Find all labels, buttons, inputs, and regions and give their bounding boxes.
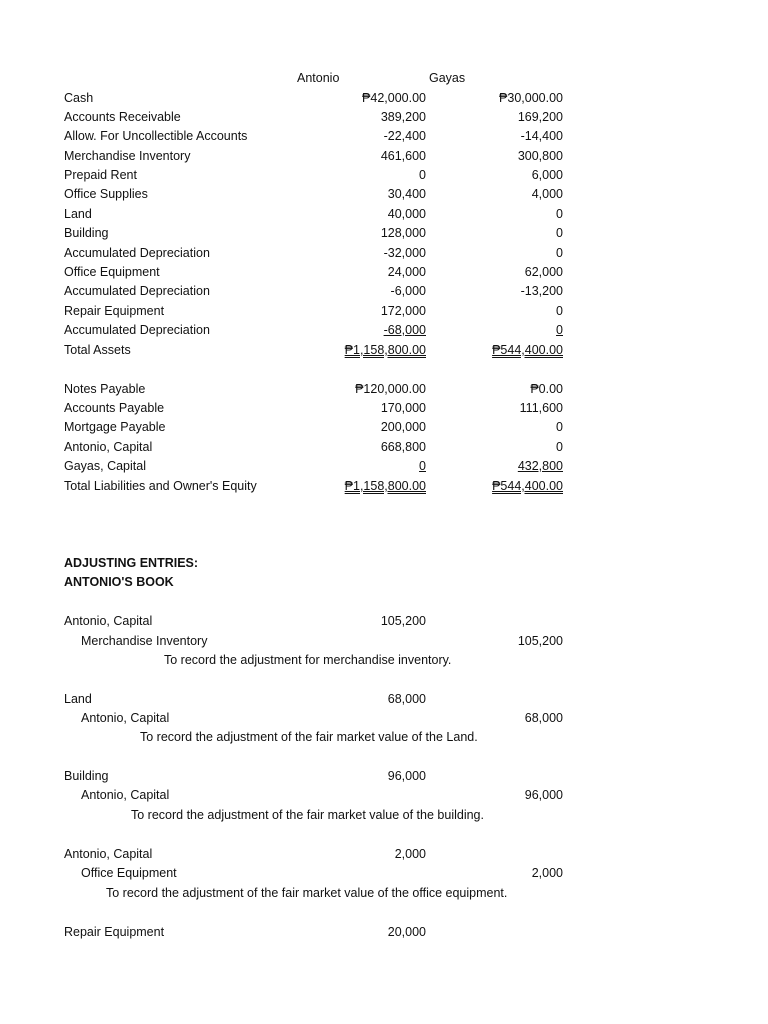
asset-row-prepaid-rent: [0, 166, 768, 185]
gayas-value: 4,000: [531, 187, 563, 201]
gayas-value: ₱30,000.00: [499, 91, 563, 105]
debit-account: Antonio, Capital: [64, 614, 153, 628]
antonio-value: 200,000: [380, 420, 426, 434]
entry-note: To record the adjustment of the fair market value of the building.: [131, 808, 484, 822]
liability-row-notes-payable: [0, 380, 768, 399]
debit-amount: 20,000: [387, 925, 426, 939]
antonio-value: 24,000: [387, 265, 426, 279]
gayas-value: 0: [556, 304, 563, 318]
credit-amount: 105,200: [517, 634, 563, 648]
entry-note: To record the adjustment of the fair market value of the Land.: [140, 730, 478, 744]
debit-line: [0, 612, 768, 631]
gayas-value: ₱0.00: [530, 382, 563, 396]
liability-row-mortgage-payable: [0, 418, 768, 437]
antonio-value: -22,400: [383, 129, 426, 143]
row-label: Office Equipment: [64, 265, 160, 279]
gayas-value: -13,200: [520, 284, 563, 298]
asset-row-land: [0, 205, 768, 224]
debit-account: Land: [64, 692, 92, 706]
asset-row-building: [0, 224, 768, 243]
gayas-value: 0: [556, 440, 563, 454]
debit-line: [0, 923, 768, 942]
antonio-total: ₱1,158,800.00: [344, 479, 426, 493]
credit-account: Office Equipment: [81, 866, 177, 880]
asset-row-office-supplies: [0, 185, 768, 204]
row-label: Antonio, Capital: [64, 440, 153, 454]
liability-row-total: [0, 477, 768, 496]
row-label: Allow. For Uncollectible Accounts: [64, 129, 248, 143]
asset-row-accum-dep-office: [0, 282, 768, 301]
entry-note: To record the adjustment for merchandise inventory.: [164, 653, 452, 667]
debit-account: Antonio, Capital: [64, 847, 153, 861]
antonio-total: ₱1,158,800.00: [344, 343, 426, 357]
row-label: Gayas, Capital: [64, 459, 146, 473]
row-label: Cash: [64, 91, 94, 105]
row-label: Office Supplies: [64, 187, 148, 201]
row-label: Building: [64, 226, 109, 240]
credit-line: [0, 632, 768, 651]
gayas-value: 0: [556, 226, 563, 240]
credit-account: Antonio, Capital: [81, 711, 170, 725]
debit-line: [0, 690, 768, 709]
gayas-value: 62,000: [524, 265, 563, 279]
antonio-value: 30,400: [387, 187, 426, 201]
antonio-value: 389,200: [380, 110, 426, 124]
antonio-value: -6,000: [390, 284, 426, 298]
antonio-value: 461,600: [380, 149, 426, 163]
credit-account: Antonio, Capital: [81, 788, 170, 802]
debit-amount: 2,000: [394, 847, 426, 861]
antonio-value: 668,800: [380, 440, 426, 454]
antonio-value: -68,000: [383, 323, 426, 337]
asset-row-accounts-receivable: [0, 108, 768, 127]
gayas-value: 0: [556, 207, 563, 221]
gayas-value: 432,800: [517, 459, 563, 473]
debit-account: Repair Equipment: [64, 925, 165, 939]
credit-line: [0, 864, 768, 883]
liability-row-accounts-payable: [0, 399, 768, 418]
row-label: Accounts Receivable: [64, 110, 181, 124]
antonio-value: ₱42,000.00: [362, 91, 426, 105]
column-headers: [0, 69, 768, 88]
row-label: Repair Equipment: [64, 304, 165, 318]
gayas-value: 169,200: [517, 110, 563, 124]
row-label: Land: [64, 207, 92, 221]
credit-amount: 96,000: [524, 788, 563, 802]
credit-amount: 68,000: [524, 711, 563, 725]
asset-row-allowance: [0, 127, 768, 146]
row-label: Mortgage Payable: [64, 420, 166, 434]
credit-amount: 2,000: [531, 866, 563, 880]
debit-line: [0, 845, 768, 864]
asset-row-cash: [0, 89, 768, 108]
column-header-antonio: Antonio: [297, 71, 340, 85]
liability-row-antonio-capital: [0, 438, 768, 457]
row-label: Total Liabilities and Owner's Equity: [64, 479, 257, 493]
asset-row-accum-dep-repair: [0, 321, 768, 340]
antonio-value: 172,000: [380, 304, 426, 318]
entry-note: To record the adjustment of the fair market value of the office equipment.: [106, 886, 508, 900]
gayas-total: ₱544,400.00: [492, 343, 563, 357]
debit-amount: 68,000: [387, 692, 426, 706]
row-label: Accounts Payable: [64, 401, 165, 415]
gayas-value: 0: [556, 420, 563, 434]
antonio-value: 128,000: [380, 226, 426, 240]
adjusting-title: ADJUSTING ENTRIES:: [64, 556, 199, 570]
row-label: Accumulated Depreciation: [64, 323, 210, 337]
antonio-value: ₱120,000.00: [355, 382, 426, 396]
row-label: Merchandise Inventory: [64, 149, 191, 163]
credit-line: [0, 786, 768, 805]
asset-row-repair-equipment: [0, 302, 768, 321]
credit-line: [0, 709, 768, 728]
liability-row-gayas-capital: [0, 457, 768, 476]
debit-amount: 105,200: [380, 614, 426, 628]
credit-account: Merchandise Inventory: [81, 634, 208, 648]
row-label: Prepaid Rent: [64, 168, 137, 182]
asset-row-accum-dep-building: [0, 244, 768, 263]
gayas-value: 300,800: [517, 149, 563, 163]
adjusting-book: ANTONIO'S BOOK: [64, 575, 174, 589]
gayas-value: 0: [556, 323, 563, 337]
asset-row-merchandise-inventory: [0, 147, 768, 166]
asset-row-office-equipment: [0, 263, 768, 282]
row-label: Accumulated Depreciation: [64, 284, 210, 298]
gayas-value: 111,600: [519, 401, 563, 415]
row-label: Notes Payable: [64, 382, 146, 396]
antonio-value: 170,000: [380, 401, 426, 415]
row-label: Accumulated Depreciation: [64, 246, 210, 260]
gayas-total: ₱544,400.00: [492, 479, 563, 493]
gayas-value: 6,000: [531, 168, 563, 182]
debit-account: Building: [64, 769, 109, 783]
row-label: Total Assets: [64, 343, 131, 357]
asset-row-total-assets: [0, 341, 768, 360]
antonio-value: 40,000: [387, 207, 426, 221]
column-header-gayas: Gayas: [429, 71, 466, 85]
gayas-value: -14,400: [520, 129, 563, 143]
gayas-value: 0: [556, 246, 563, 260]
antonio-value: 0: [419, 459, 426, 473]
antonio-value: -32,000: [383, 246, 426, 260]
debit-amount: 96,000: [387, 769, 426, 783]
debit-line: [0, 767, 768, 786]
antonio-value: 0: [419, 168, 426, 182]
